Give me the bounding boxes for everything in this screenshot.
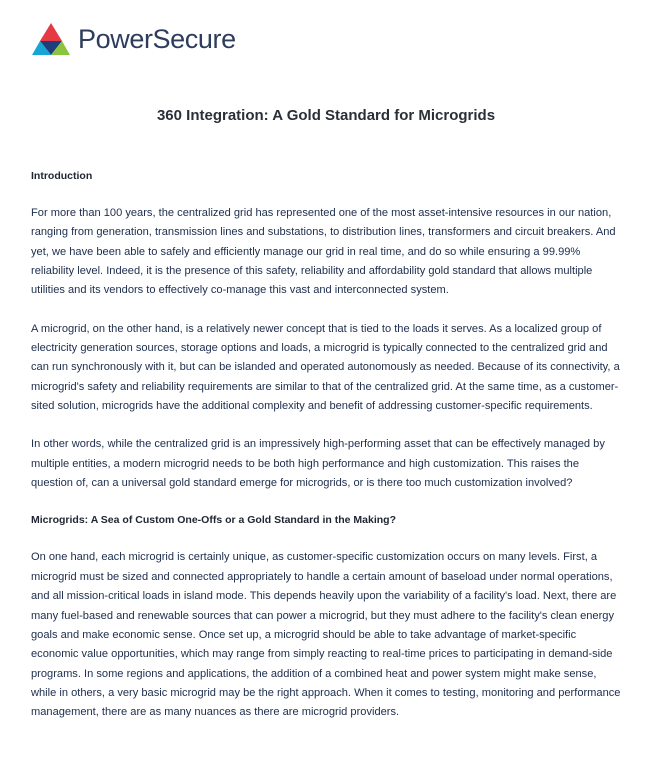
powersecure-logo — [31, 22, 236, 56]
brand-name: PowerSecure — [78, 24, 236, 54]
paragraph: In other words, while the centralized grid is an impressively high-performing asset that can be effectively managed by multiple entities, a modern microgrid needs to be both high performance and high customization. This raises the question of, can a universal gold standard emerge for microgrids, or is there too much customization involved? — [31, 438, 605, 490]
powersecure-logo-mark — [31, 22, 71, 56]
paragraph: On one hand, each microgrid is certainly unique, as customer-specific customization occurs on many levels. First, a microgrid must be sized and connected appropriately to handle a certain amount of baseload under normal operations, and all mission-critical loads in island mode. This depends heavily upon the variability of a facility's load. Next, there are many fuel-based and renewable sources that can power a microgrid, but they must adhere to the facility's clean energy goals and make economic sense. Once set up, a microgrid should be able to take advantage of market-specific economic value opportunities, which may range from simply reacting to real-time prices to participating in demand-side programs. In some regions and applications, the addition of a combined heat and power system might make sense, while in others, a very basic microgrid may be the right approach. When it comes to testing, monitoring and performance management, there are as many nuances as there are microgrid providers. — [31, 551, 621, 719]
document-title: 360 Integration: A Gold Standard for Microgrids — [156, 107, 496, 124]
paragraph: A microgrid, on the other hand, is a relatively newer concept that is tied to the loads it serves. As a localized group of electricity generation sources, storage options and loads, a microgrid is typically connected to the centralized grid and can run synchronously with it, but can be islanded and operated autonomously as needed. Because of its connectivity, a microgrid's safety and reliability requirements are similar to that of the centralized grid. At the same time, as a customer-sited solution, microgrids have the additional complexity and benefit of addressing customer-specific requirements. — [31, 322, 620, 413]
section-heading: Introduction — [31, 170, 93, 182]
paragraph: For more than 100 years, the centralized grid has represented one of the most asset-intensive resources in our nation, ranging from generation, transmission lines and substations, to distribution lines, transformers and circuit breakers. And yet, we have been able to safely and efficiently manage our grid in real time, and do so while ensuring a 99.99% reliability level. Indeed, it is the presence of this safety, reliability and affordability gold standard that allows multiple utilities and its vendors to effectively co-manage this vast and interconnected system. — [31, 207, 616, 297]
document-body — [31, 168, 623, 723]
section-heading: Microgrids: A Sea of Custom One-Offs or a Gold Standard in the Making? — [31, 514, 396, 527]
